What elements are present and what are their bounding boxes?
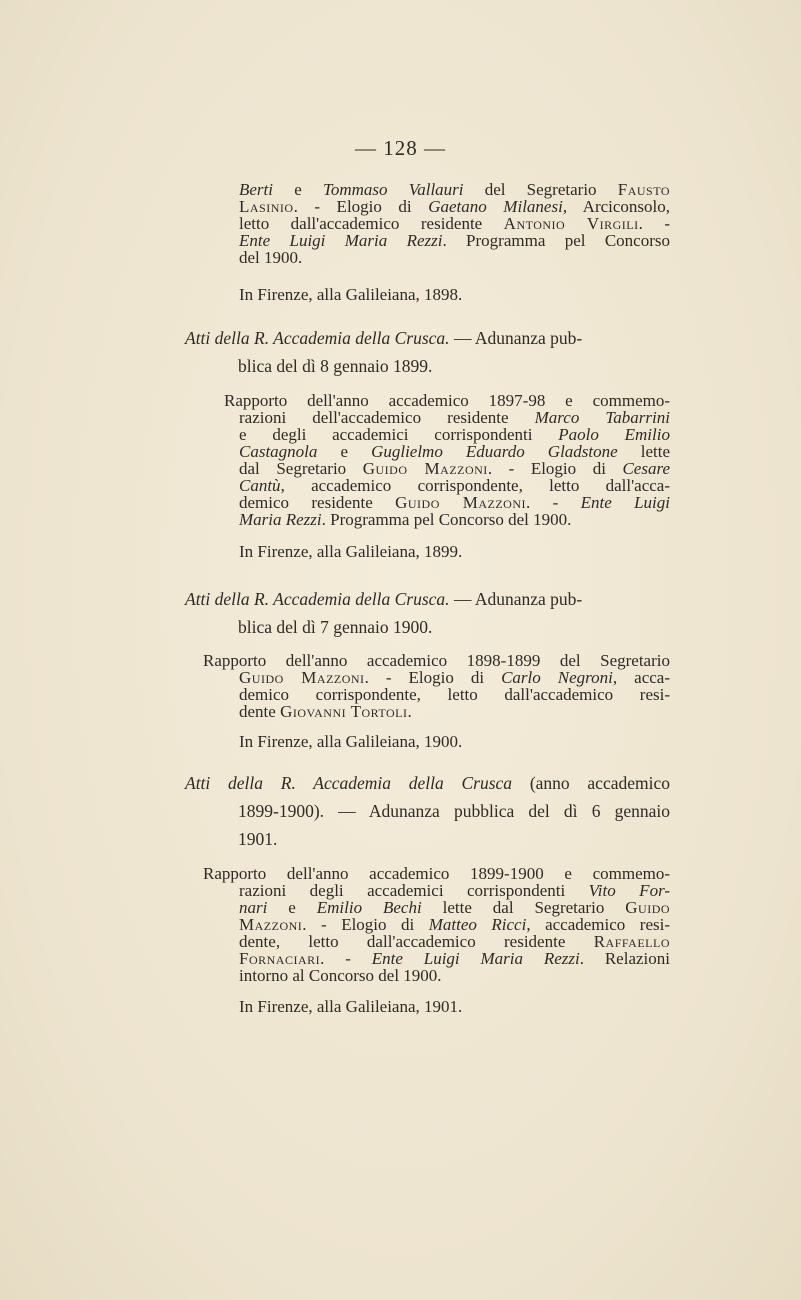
text-run: e <box>267 898 317 917</box>
text-line <box>239 460 670 477</box>
italic-title: Atti della R. Accademia della Crusca. <box>185 589 450 609</box>
entry-body-1899 <box>224 391 670 529</box>
text-run: demico corrispondente, letto dall'accademico resi- <box>239 685 670 704</box>
publication-line: In Firenze, alla Galileiana, 1900. <box>239 732 463 751</box>
italic-name: nari <box>239 898 268 917</box>
text-run: . - Elogio di <box>293 197 429 216</box>
text-line <box>239 950 670 967</box>
title-line <box>185 324 582 352</box>
title-line <box>185 352 582 380</box>
text-run: e <box>317 442 372 461</box>
italic-name: Gaetano Milanesi <box>428 197 563 216</box>
text-line <box>239 899 670 916</box>
text-run: Rapporto dell'anno accademico 1897-98 e commemo- <box>224 391 670 410</box>
entry-body-berti-vallauri <box>239 181 670 266</box>
text-run: , accademico resi- <box>526 915 670 934</box>
title-line <box>185 797 670 825</box>
publication-line: In Firenze, alla Galileiana, 1898. <box>239 285 463 304</box>
text-run: — Adunanza pub- <box>449 328 583 348</box>
text-run: — Adunanza pub- <box>449 589 583 609</box>
text-line <box>239 426 670 443</box>
italic-name: Castagnola <box>239 442 318 461</box>
smallcaps-name: Mazzoni <box>239 915 303 934</box>
smallcaps-name: Fausto <box>617 180 670 199</box>
smallcaps-name: Giovanni Tortoli <box>280 702 408 721</box>
text-run: razioni degli accademici corrispondenti <box>239 881 589 900</box>
text-run: . - Elogio di <box>302 915 429 934</box>
italic-name: Berti <box>239 180 273 199</box>
text-run: , Arciconsolo, <box>562 197 671 216</box>
text-run: del 1900. <box>239 248 303 267</box>
text-line <box>239 967 670 984</box>
text-run: razioni dell'accademico residente <box>239 408 535 427</box>
entry-title-1901 <box>185 769 670 853</box>
text-line <box>239 409 670 426</box>
text-line <box>203 865 670 882</box>
smallcaps-name: Guido Mazzoni <box>239 668 365 687</box>
text-run: blica del dì 7 gennaio 1900. <box>238 617 433 637</box>
text-line <box>224 392 670 409</box>
text-run: lette dal Segretario <box>421 898 626 917</box>
italic-name: Paolo Emilio <box>558 425 670 444</box>
smallcaps-name: Fornaciari <box>239 949 321 968</box>
text-run: dal Segretario <box>239 459 363 478</box>
text-run: . Programma pel Concorso <box>442 231 670 250</box>
smallcaps-name: Guido Mazzoni <box>395 493 526 512</box>
entry-title-1900 <box>185 585 582 641</box>
publication-line: In Firenze, alla Galileiana, 1899. <box>239 542 463 561</box>
italic-name: Ente Luigi Maria Rezzi <box>371 949 580 968</box>
text-line <box>239 686 670 703</box>
text-run: . Relazioni <box>579 949 670 968</box>
text-run: . - Elogio di <box>487 459 623 478</box>
text-run: del Segretario <box>463 180 618 199</box>
smallcaps-name: Guido <box>625 898 671 917</box>
italic-name: Tommaso Vallauri <box>322 180 464 199</box>
italic-name: Emilio Bechi <box>316 898 422 917</box>
italic-name: Carlo Negroni <box>501 668 613 687</box>
italic-title: Atti della R. Accademia della Crusca. <box>185 328 450 348</box>
text-run: Rapporto dell'anno accademico 1899-1900 e commemo- <box>203 864 670 883</box>
publication-line: In Firenze, alla Galileiana, 1901. <box>239 997 463 1016</box>
text-line <box>239 198 670 215</box>
italic-name: Guglielmo Eduardo Gladstone <box>371 442 618 461</box>
italic-name: Ente Luigi <box>580 493 670 512</box>
text-line <box>239 249 670 266</box>
text-line <box>239 181 670 198</box>
text-run: dente, letto dall'accademico residente <box>239 932 594 951</box>
text-run: . - <box>638 214 670 233</box>
text-line <box>239 703 670 720</box>
title-line <box>185 613 582 641</box>
text-line <box>239 494 670 511</box>
italic-name: Marco Tabarrini <box>534 408 670 427</box>
text-line <box>239 882 670 899</box>
entry-body-1901 <box>203 864 671 985</box>
title-line <box>185 585 582 613</box>
text-line <box>239 933 670 950</box>
smallcaps-name: Lasinio <box>239 197 294 216</box>
text-line <box>239 669 670 686</box>
text-run: intorno al Concorso del 1900. <box>239 966 442 985</box>
text-run: , acca- <box>612 668 670 687</box>
text-run: . - Elogio di <box>364 668 502 687</box>
smallcaps-name: Guido Mazzoni <box>362 459 488 478</box>
text-run: Rapporto dell'anno accademico 1898-1899 del Segretario <box>203 651 670 670</box>
text-line <box>239 916 670 933</box>
text-run: . Programma pel Concorso del 1900. <box>321 510 572 529</box>
text-run: e <box>273 180 323 199</box>
text-run: e degli accademici corrispondenti <box>239 425 559 444</box>
italic-name: Matteo Ricci <box>428 915 527 934</box>
entry-body-1900 <box>203 651 670 721</box>
text-run: demico residente <box>239 493 396 512</box>
text-line <box>239 215 670 232</box>
italic-name: Maria Rezzi <box>239 510 322 529</box>
text-run: blica del dì 8 gennaio 1899. <box>238 356 433 376</box>
page-number: — 128 — <box>355 136 446 160</box>
italic-name: Cesare <box>622 459 670 478</box>
text-line <box>239 443 670 460</box>
smallcaps-name: Antonio Virgili <box>503 214 639 233</box>
title-line <box>185 769 670 797</box>
text-run: (anno accademico <box>512 773 670 793</box>
entry-title-1899 <box>185 324 582 380</box>
text-run: . - <box>320 949 372 968</box>
text-line <box>239 511 670 528</box>
text-run: 1901. <box>238 829 278 849</box>
text-run: 1899-1900). — Adunanza pubblica del dì 6 gennaio <box>238 801 670 821</box>
text-line <box>239 232 670 249</box>
text-line <box>239 477 670 494</box>
italic-title: Atti della R. Accademia della Crusca <box>185 773 513 793</box>
italic-name: Vito For- <box>588 881 670 900</box>
text-run: lette <box>617 442 670 461</box>
text-run: letto dall'accademico residente <box>239 214 504 233</box>
smallcaps-name: Raffaello <box>593 932 670 951</box>
text-run: dente <box>239 702 281 721</box>
title-line <box>185 825 670 853</box>
text-run: . <box>407 702 412 721</box>
text-line <box>203 652 670 669</box>
italic-name: Ente Luigi Maria Rezzi <box>239 231 443 250</box>
text-run: . - <box>525 493 581 512</box>
italic-name: Cantù <box>239 476 281 495</box>
text-run: , accademico corrispondente, letto dall'acca- <box>280 476 670 495</box>
